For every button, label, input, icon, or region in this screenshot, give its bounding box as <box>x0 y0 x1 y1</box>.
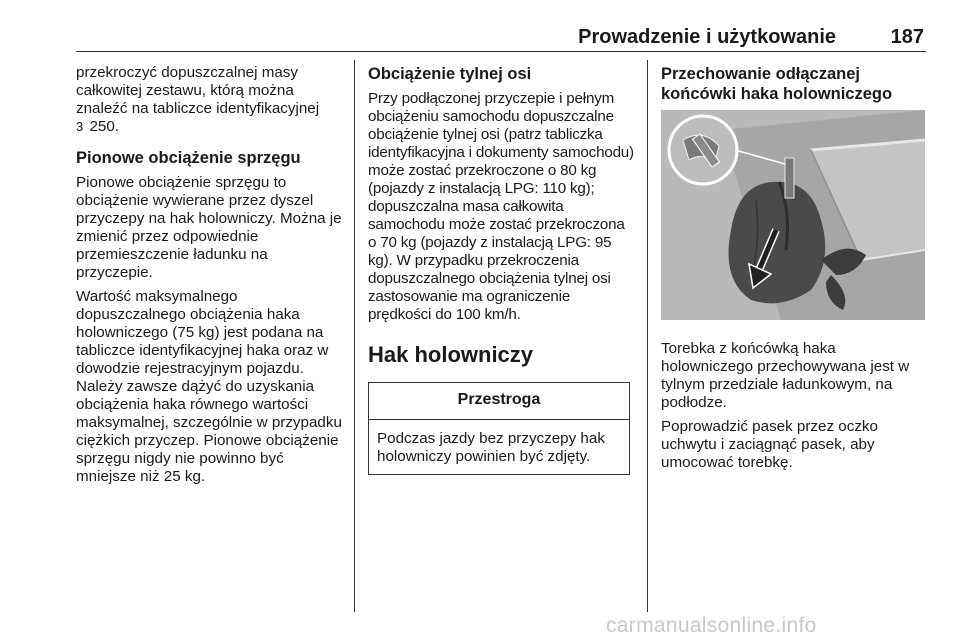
page-number: 187 <box>890 26 924 48</box>
watermark: carmanualsonline.info <box>606 614 817 637</box>
caution-text: Podczas jazdy bez przyczepy hak holowniczy powinien być zdjęty. <box>377 430 605 465</box>
column-1 <box>76 64 342 492</box>
section-heading-storage: Przechowanie odłączanej końcówki haka holowniczego <box>661 65 893 103</box>
page-reference[interactable]: 250. <box>89 118 120 135</box>
caution-title: Przestroga <box>369 383 629 420</box>
paragraph-bag-location: Torebka z końcówką haka holowniczego przechowywana jest w tylnym przedziale ładunkowym, na podłodze. <box>661 340 910 411</box>
paragraph-rear-axle-load: Przy podłączonej przyczepie i pełnym obciążeniu samochodu dopuszczalne obciążenie tylnej osi (patrz tabliczka identyfikacyjna i dokumenty samochodu) może zostać przekroczone o 80 kg (pojazdy z instalacją LPG: 110 kg); dopuszczalna masa całkowita samochodu może zostać przekroczona o 70 kg (pojazdy z instalacją LPG: 95 kg). W przypadku przekroczenia dopuszczalnego obciążenia tylnej osi zastosowanie ma ograniczenie prędkości do 100 km/h. <box>368 90 634 323</box>
paragraph-bag-fastening: Poprowadzić pasek przez oczko uchwytu i zaciągnąć pasek, aby umocować torebkę. <box>661 418 878 471</box>
section-heading-coupling-load: Pionowe obciążenie sprzęgu <box>76 149 301 167</box>
section-title-towbar: Hak holowniczy <box>368 342 534 367</box>
towbar-bag-illustration <box>661 110 925 320</box>
page-header-title: Prowadzenie i użytkowanie <box>578 26 836 48</box>
column-divider-left <box>354 60 355 612</box>
column-3 <box>661 64 927 478</box>
page-reference-icon: 3 <box>76 119 84 134</box>
intro-text: przekroczyć dopuszczalnej masy całkowitej zestawu, którą można znaleźć na tabliczce identyfikacyjnej <box>76 64 320 117</box>
caution-box <box>368 382 630 475</box>
paragraph-coupling-definition: Pionowe obciążenie sprzęgu to obciążenie wywierane przez dyszel przyczepy na hak holowniczy. Można je zmienić przez odpowiednie przemieszczenie ładunku na przyczepie. <box>76 174 342 281</box>
header-divider <box>76 51 926 52</box>
section-heading-rear-axle: Obciążenie tylnej osi <box>368 65 532 83</box>
paragraph-coupling-maximum: Wartość maksymalnego dopuszczalnego obciążenia haka holowniczego (75 kg) jest podana na tabliczce identyfikacyjnej haka oraz w dowodzie rejestracyjnym pojazdu. Należy zawsze dążyć do uzyskania obciążenia haka równego wartości maksymalnej, szczególnie w przypadku ciężkich przyczep. Pionowe obciążenie sprzęgu nigdy nie powinno być mniejsze niż 25 kg. <box>76 288 342 485</box>
column-divider-right <box>647 60 648 612</box>
intro-paragraph <box>76 64 342 136</box>
column-2 <box>368 64 634 475</box>
